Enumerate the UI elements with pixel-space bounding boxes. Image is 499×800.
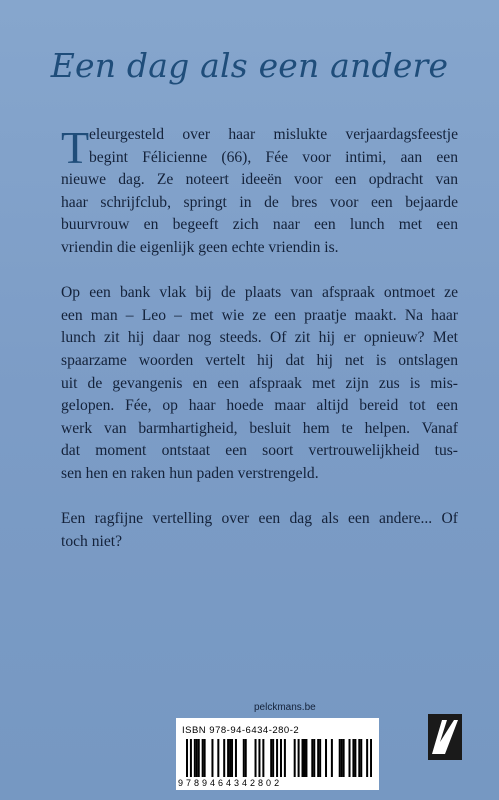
- text-line: werk van barmhartigheid, besluit hem te helpen. Vanaf: [61, 419, 458, 437]
- text-line: uit de gevangenis en een afspraak met zijn zus is mis-: [61, 374, 458, 392]
- text-line: eleurgesteld over haar mislukte verjaardagsfeestje: [89, 126, 458, 143]
- paragraph-1: [61, 124, 458, 260]
- isbn-label: ISBN 978-94-6434-280-2: [182, 725, 300, 736]
- text-line: Op een bank vlak bij de plaats van afspraak ontmoet ze: [61, 284, 458, 302]
- text-line: begint Félicienne (66), Fée voor intimi, aan een: [89, 148, 458, 166]
- text-line: vriendin die eigenlijk geen echte vriendin is.: [61, 238, 339, 256]
- paragraph-2: [61, 282, 458, 485]
- back-cover-blurb: [61, 124, 458, 576]
- text-line: buurvrouw en begeeft zich naar een lunch met een: [61, 216, 458, 234]
- text-line: sen hen en raken hun paden verstrengeld.: [61, 464, 319, 482]
- book-title: Een dag als een andere: [50, 46, 449, 85]
- text-line: lunch zit hij daar nog steeds. Of zit hij er opnieuw? Met: [61, 329, 458, 347]
- publisher-logo-icon: [428, 714, 462, 760]
- text-line: een man – Leo – met wie ze een praatje maakt. Na haar: [61, 306, 458, 324]
- paragraph-3: [61, 508, 458, 553]
- text-line: Een ragfijne vertelling over een dag als een andere... Of: [61, 510, 458, 528]
- drop-cap: T: [61, 122, 90, 173]
- barcode-number: 9789464342802: [178, 778, 283, 788]
- text-line: dat moment ontstaat een soort vertrouwelijkheid tus-: [61, 442, 458, 460]
- text-line: nieuwe dag. Ze noteert ideeën voor een opdracht van: [61, 171, 458, 189]
- text-line: toch niet?: [61, 532, 123, 550]
- text-line: gelopen. Fée, op haar hoede maar altijd bereid tot een: [61, 397, 458, 415]
- barcode-icon: [186, 739, 372, 777]
- text-line: haar schrijfclub, springt in de bres voor een bejaarde: [61, 193, 458, 211]
- text-line: spaarzame woorden vertelt hij dat hij net is ontslagen: [61, 351, 458, 369]
- barcode-area: [176, 718, 379, 790]
- publisher-url: pelckmans.be: [254, 702, 316, 713]
